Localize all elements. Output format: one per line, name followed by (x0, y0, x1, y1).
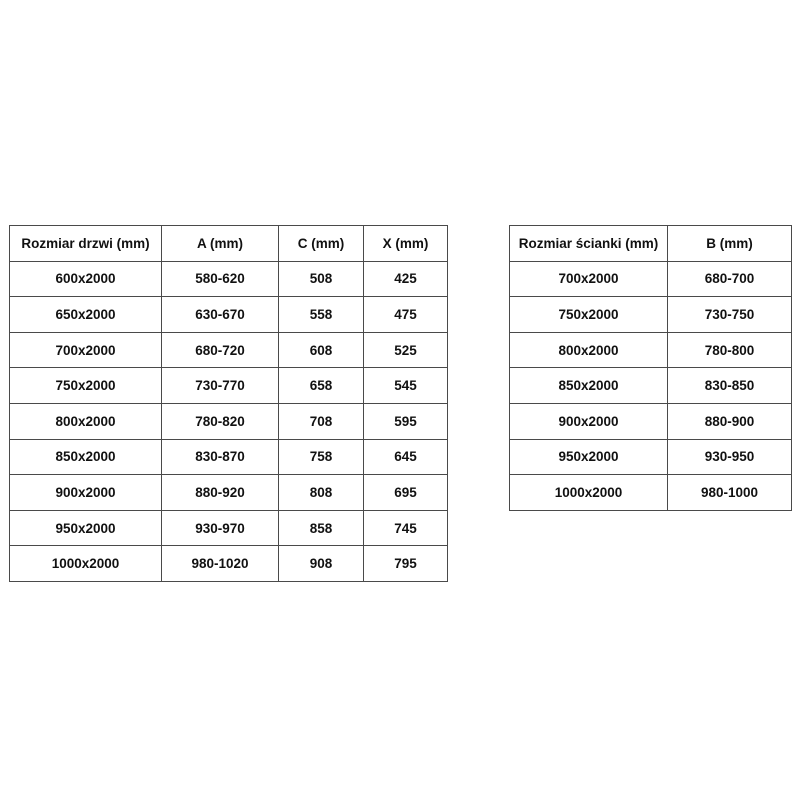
table-cell: 880-900 (668, 403, 792, 439)
table-cell: 700x2000 (510, 261, 668, 297)
table-cell: 700x2000 (10, 332, 162, 368)
table-cell: 950x2000 (510, 439, 668, 475)
table-cell: 1000x2000 (10, 546, 162, 582)
doors-table-grid (9, 225, 448, 582)
table-cell: 508 (279, 261, 364, 297)
table-row (10, 332, 448, 368)
column-header: X (mm) (364, 226, 448, 262)
table-row (10, 510, 448, 546)
table-cell: 650x2000 (10, 297, 162, 333)
table-cell: 525 (364, 332, 448, 368)
table-cell: 558 (279, 297, 364, 333)
table-cell: 795 (364, 546, 448, 582)
table-cell: 800x2000 (10, 403, 162, 439)
table-cell: 680-700 (668, 261, 792, 297)
table-cell: 950x2000 (10, 510, 162, 546)
table-row (510, 403, 792, 439)
table-cell: 730-750 (668, 297, 792, 333)
table-cell: 475 (364, 297, 448, 333)
table-cell: 900x2000 (10, 475, 162, 511)
table-cell: 930-970 (162, 510, 279, 546)
table-cell: 600x2000 (10, 261, 162, 297)
table-row (510, 332, 792, 368)
table-cell: 695 (364, 475, 448, 511)
table-cell: 908 (279, 546, 364, 582)
table-cell: 708 (279, 403, 364, 439)
table-cell: 745 (364, 510, 448, 546)
column-header: Rozmiar drzwi (mm) (10, 226, 162, 262)
table-header-row (510, 226, 792, 262)
table-cell: 645 (364, 439, 448, 475)
table-row (510, 439, 792, 475)
table-cell: 980-1000 (668, 475, 792, 511)
wall-table-grid (509, 225, 792, 511)
table-cell: 425 (364, 261, 448, 297)
table-cell: 750x2000 (10, 368, 162, 404)
table-cell: 808 (279, 475, 364, 511)
table-row (10, 475, 448, 511)
table-cell: 780-800 (668, 332, 792, 368)
doors-size-table (9, 225, 447, 582)
table-cell: 750x2000 (510, 297, 668, 333)
table-cell: 830-850 (668, 368, 792, 404)
column-header: A (mm) (162, 226, 279, 262)
table-row (510, 368, 792, 404)
table-row (10, 546, 448, 582)
column-header: Rozmiar ścianki (mm) (510, 226, 668, 262)
wall-size-table (509, 225, 791, 511)
table-cell: 608 (279, 332, 364, 368)
table-cell: 850x2000 (10, 439, 162, 475)
table-row (510, 475, 792, 511)
table-row (510, 297, 792, 333)
table-cell: 580-620 (162, 261, 279, 297)
table-cell: 658 (279, 368, 364, 404)
table-cell: 630-670 (162, 297, 279, 333)
column-header: C (mm) (279, 226, 364, 262)
table-cell: 930-950 (668, 439, 792, 475)
table-row (10, 368, 448, 404)
table-row (10, 439, 448, 475)
table-cell: 758 (279, 439, 364, 475)
column-header: B (mm) (668, 226, 792, 262)
table-row (510, 261, 792, 297)
table-cell: 880-920 (162, 475, 279, 511)
table-cell: 900x2000 (510, 403, 668, 439)
table-cell: 800x2000 (510, 332, 668, 368)
table-cell: 545 (364, 368, 448, 404)
table-cell: 730-770 (162, 368, 279, 404)
table-cell: 780-820 (162, 403, 279, 439)
table-cell: 850x2000 (510, 368, 668, 404)
table-cell: 680-720 (162, 332, 279, 368)
table-row (10, 297, 448, 333)
table-cell: 595 (364, 403, 448, 439)
table-row (10, 403, 448, 439)
table-cell: 980-1020 (162, 546, 279, 582)
table-header-row (10, 226, 448, 262)
table-cell: 858 (279, 510, 364, 546)
table-row (10, 261, 448, 297)
table-cell: 830-870 (162, 439, 279, 475)
table-cell: 1000x2000 (510, 475, 668, 511)
